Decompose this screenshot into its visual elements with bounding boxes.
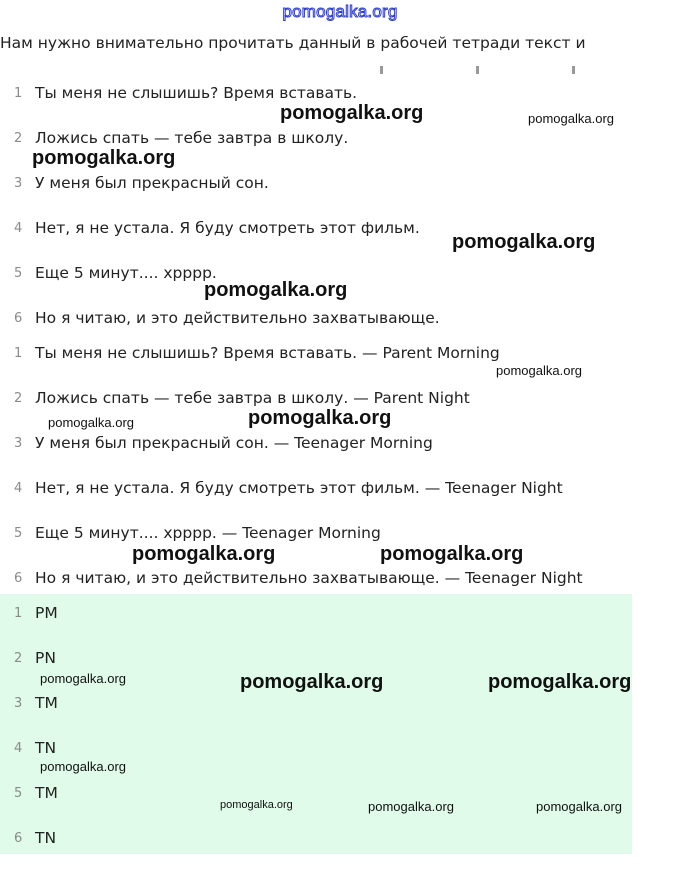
item-number: 2 xyxy=(14,131,23,146)
item-number: 5 xyxy=(14,266,23,281)
item-text: Но я читаю, и это действительно захватывающе. xyxy=(35,309,440,327)
list-item xyxy=(0,522,632,567)
watermark: pomogalka.org xyxy=(48,415,134,430)
list-item xyxy=(0,172,632,217)
item-text: У меня был прекрасный сон. xyxy=(35,174,269,192)
answer-code: TM xyxy=(35,694,58,712)
item-number: 5 xyxy=(14,526,23,541)
watermark: pomogalka.org xyxy=(132,543,276,565)
answer-code: TM xyxy=(35,784,58,802)
item-text: Ты меня не слышишь? Время вставать. xyxy=(35,84,358,102)
watermark: pomogalka.org xyxy=(380,543,524,565)
list-item xyxy=(0,477,632,522)
item-number: 6 xyxy=(14,831,23,846)
watermark: pomogalka.org xyxy=(40,759,126,774)
item-number: 4 xyxy=(14,741,23,756)
watermark: pomogalka.org xyxy=(280,102,424,124)
intro-text: Нам нужно внимательно прочитать данный в рабочей тетради текст и xyxy=(0,34,586,52)
watermark: pomogalka.org xyxy=(488,671,632,693)
watermark: pomogalka.org xyxy=(496,363,582,378)
watermark: pomogalka.org xyxy=(536,799,622,814)
item-number: 2 xyxy=(14,651,23,666)
watermark: pomogalka.org xyxy=(220,799,293,811)
item-number: 3 xyxy=(14,436,23,451)
item-number: 3 xyxy=(14,696,23,711)
item-text: Ложись спать — тебе завтра в школу. xyxy=(35,129,349,147)
item-text: Ложись спать — тебе завтра в школу. — Parent Night xyxy=(35,389,470,407)
cut-off-line xyxy=(380,66,638,74)
item-number: 6 xyxy=(14,311,23,326)
watermark: pomogalka.org xyxy=(528,111,614,126)
watermark: pomogalka.org xyxy=(40,671,126,686)
item-number: 1 xyxy=(14,346,23,361)
item-text: Нет, я не устала. Я буду смотреть этот фильм. xyxy=(35,219,420,237)
watermark: pomogalka.org xyxy=(240,671,384,693)
item-text: Еще 5 минут.... хрррр. — Teenager Morning xyxy=(35,524,381,542)
item-text: Но я читаю, и это действительно захватывающе. — Teenager Night xyxy=(35,569,583,587)
site-header-logo: pomogalka.org xyxy=(282,2,398,21)
item-number: 2 xyxy=(14,391,23,406)
watermark: pomogalka.org xyxy=(248,407,392,429)
item-number: 1 xyxy=(14,86,23,101)
watermark: pomogalka.org xyxy=(32,147,176,169)
item-number: 5 xyxy=(14,786,23,801)
item-text: Еще 5 минут.... хрррр. xyxy=(35,264,217,282)
item-text: Ты меня не слышишь? Время вставать. — Parent Morning xyxy=(35,344,500,362)
answer-code: PM xyxy=(35,604,58,622)
item-number: 6 xyxy=(14,571,23,586)
list-item xyxy=(0,827,632,872)
answer-code: PN xyxy=(35,649,56,667)
item-number: 3 xyxy=(14,176,23,191)
watermark: pomogalka.org xyxy=(452,231,596,253)
item-text: Нет, я не устала. Я буду смотреть этот фильм. — Teenager Night xyxy=(35,479,563,497)
item-number: 1 xyxy=(14,606,23,621)
item-text: У меня был прекрасный сон. — Teenager Morning xyxy=(35,434,433,452)
item-number: 4 xyxy=(14,221,23,236)
answer-code: TN xyxy=(35,739,57,757)
watermark: pomogalka.org xyxy=(204,279,348,301)
list-item xyxy=(0,692,632,737)
item-number: 4 xyxy=(14,481,23,496)
watermark: pomogalka.org xyxy=(368,799,454,814)
list-item xyxy=(0,602,632,647)
list-item xyxy=(0,432,632,477)
answer-code: TN xyxy=(35,829,57,847)
